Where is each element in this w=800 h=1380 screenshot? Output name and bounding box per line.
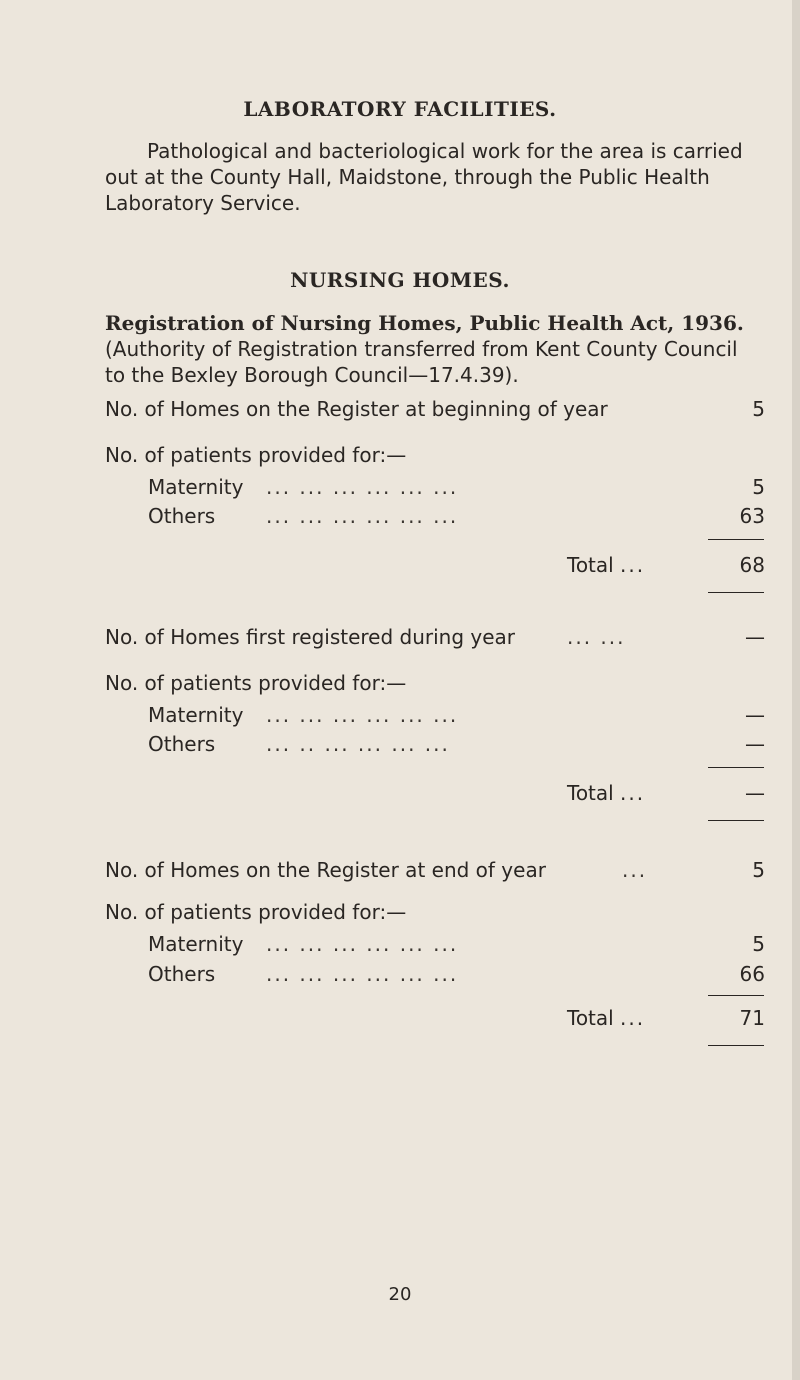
total-label: Total <box>567 781 614 805</box>
total-rule <box>708 1045 764 1046</box>
homes-end-row <box>105 855 765 885</box>
leader-dots: ... ... ... ... ... ... <box>266 932 459 956</box>
total-value: 68 <box>739 553 765 577</box>
total-rule <box>708 820 764 821</box>
total-beginning-row <box>0 550 800 580</box>
others-beginning-row <box>148 501 765 531</box>
registration-paragraph <box>105 310 755 388</box>
row-value: — <box>745 732 765 756</box>
total-value: 71 <box>739 1006 765 1030</box>
leader-dots: ... ... ... ... ... ... <box>266 475 459 499</box>
row-label: No. of patients provided for:— <box>105 671 407 695</box>
row-label: No. of Homes on the Register at beginning of year <box>105 397 608 421</box>
subtotal-rule <box>708 767 764 768</box>
total-rule <box>708 592 764 593</box>
registration-title: Registration of Nursing Homes, Public Health Act, 1936. <box>105 311 744 335</box>
total-value: — <box>745 781 765 805</box>
row-label: No. of Homes on the Register at end of year <box>105 858 546 882</box>
row-label: Others <box>148 962 216 986</box>
row-label: Maternity <box>148 932 244 956</box>
row-label: Others <box>148 504 216 528</box>
total-label: Total <box>567 1006 614 1030</box>
laboratory-paragraph: Pathological and bacteriological work for the area is carried out at the County Hall, Maidstone, through the Public Health Laboratory Service. <box>105 139 743 215</box>
nursing-heading: NURSING HOMES. <box>290 268 510 292</box>
leader-dots: ... ... <box>567 625 626 649</box>
total-end-row <box>0 1003 800 1033</box>
row-value: 5 <box>752 932 765 956</box>
others-end-row <box>148 959 765 989</box>
leader-dots: ... <box>620 553 646 577</box>
row-label: No. of patients provided for:— <box>105 900 407 924</box>
patients-end-row <box>105 897 765 927</box>
row-value: 63 <box>739 504 765 528</box>
row-value: 5 <box>752 858 765 882</box>
maternity-end-row <box>148 929 765 959</box>
row-label: Maternity <box>148 703 244 727</box>
maternity-beginning-row <box>148 472 765 502</box>
row-label: No. of Homes first registered during year <box>105 625 516 649</box>
page-edge-shadow <box>792 0 800 1380</box>
total-first-row <box>0 778 800 808</box>
registration-note: (Authority of Registration transferred from Kent County Council to the Bexley Borough Council—17.4.39). <box>105 337 738 387</box>
maternity-first-row <box>148 700 765 730</box>
subtotal-rule <box>708 995 764 996</box>
homes-first-row <box>105 622 765 652</box>
total-label: Total <box>567 553 614 577</box>
subtotal-rule <box>708 539 764 540</box>
patients-beginning-row <box>105 440 765 470</box>
row-label: Maternity <box>148 475 244 499</box>
patients-first-row <box>105 668 765 698</box>
leader-dots: ... ... ... ... ... ... <box>266 504 459 528</box>
leader-dots: ... <box>622 858 648 882</box>
leader-dots: ... ... ... ... ... ... <box>266 962 459 986</box>
leader-dots: ... <box>620 1006 646 1030</box>
row-value: 5 <box>752 397 765 421</box>
row-value: — <box>745 625 765 649</box>
homes-beginning-row <box>105 394 765 424</box>
leader-dots: ... .. ... ... ... ... <box>266 732 450 756</box>
leader-dots: ... <box>620 781 646 805</box>
laboratory-heading: LABORATORY FACILITIES. <box>243 97 557 121</box>
row-value: — <box>745 703 765 727</box>
row-value: 5 <box>752 475 765 499</box>
row-value: 66 <box>739 962 765 986</box>
row-label: Others <box>148 732 216 756</box>
leader-dots: ... ... ... ... ... ... <box>266 703 459 727</box>
others-first-row <box>148 729 765 759</box>
page-number: 20 <box>388 1284 412 1305</box>
row-label: No. of patients provided for:— <box>105 443 407 467</box>
